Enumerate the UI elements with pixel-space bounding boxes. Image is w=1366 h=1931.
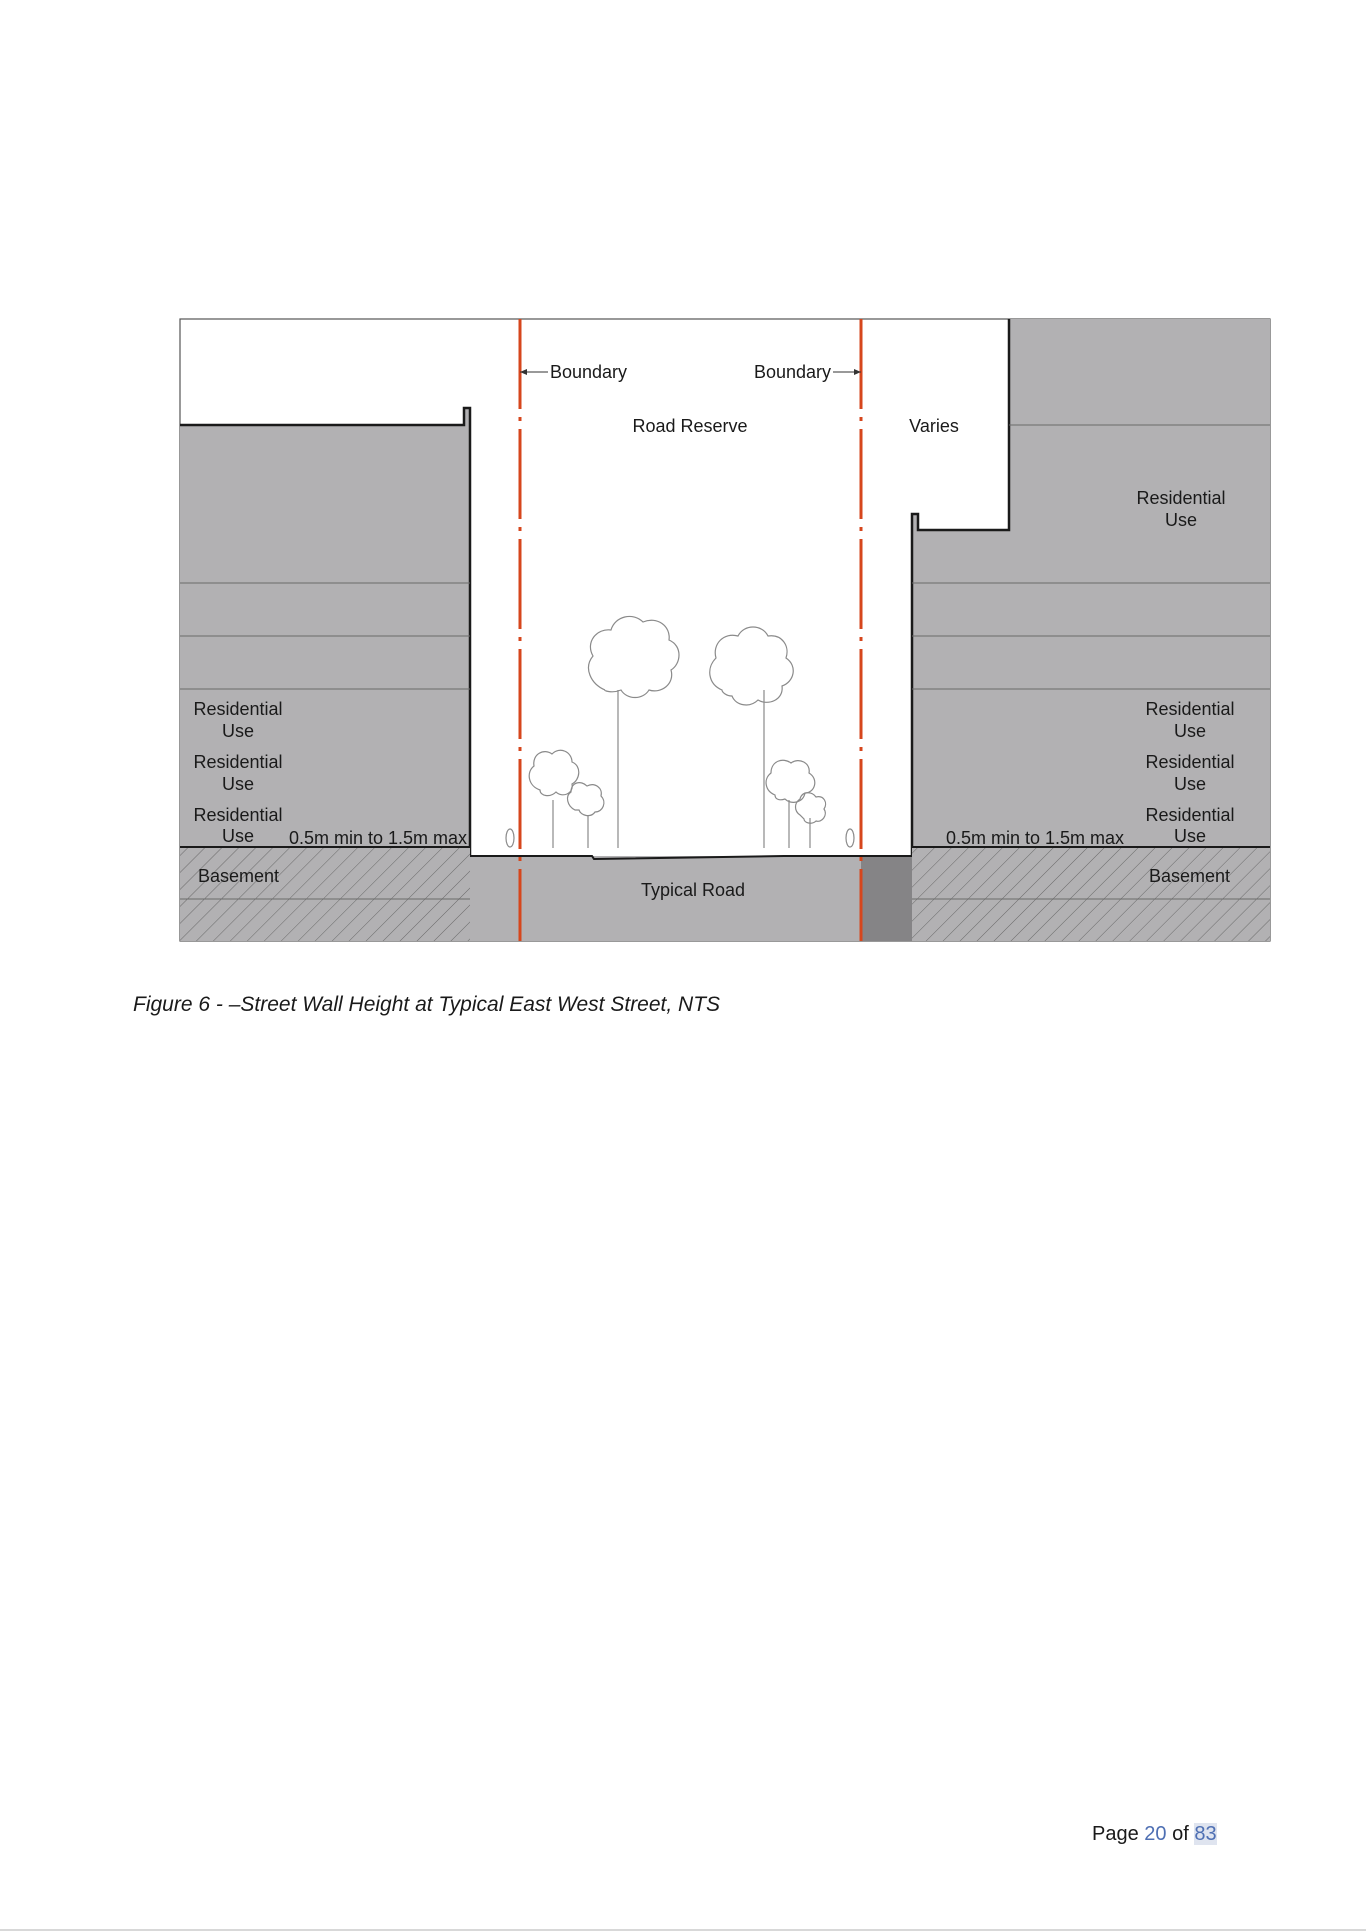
right-basement [912,847,1270,941]
right-use-3-line2: Use [1173,826,1207,846]
right-use-2-line2: Use [1173,774,1207,794]
boundary-left-label: Boundary [550,362,628,382]
left-use-2-line1: Residential [193,752,283,772]
right-use-1-line1: Residential [1145,699,1235,719]
road-reserve-label: Road Reserve [632,416,748,436]
varies-label: Varies [909,416,959,436]
left-use-1-line1: Residential [193,699,283,719]
page-footer [1092,1823,1217,1846]
of-word: of [1172,1823,1189,1845]
typical-road-label: Typical Road [640,880,746,900]
page-word: Page [1092,1823,1139,1845]
upper-right-use-line1: Residential [1136,488,1226,508]
left-use-2-line2: Use [221,774,255,794]
left-use-3-line1: Residential [193,805,283,825]
right-use-2-line1: Residential [1145,752,1235,772]
basement-right-label: Basement [1149,866,1231,886]
upper-right-use-line2: Use [1164,510,1198,530]
page-total: 83 [1194,1823,1217,1845]
right-use-1-line2: Use [1173,721,1207,741]
figure-caption: Figure 6 - –Street Wall Height at Typical East West Street, NTS [133,993,721,1016]
left-use-3-line2: Use [221,826,255,846]
boundary-right-label: Boundary [754,362,832,382]
basement-left-label: Basement [198,866,280,886]
road-dark-strip [861,856,912,941]
page-number: 20 [1144,1823,1167,1845]
left-use-1-line2: Use [221,721,255,741]
setback-left-label: 0.5m min to 1.5m max [289,828,468,848]
right-use-3-line1: Residential [1145,805,1235,825]
left-basement [180,847,470,941]
setback-right-label: 0.5m min to 1.5m max [946,828,1125,848]
